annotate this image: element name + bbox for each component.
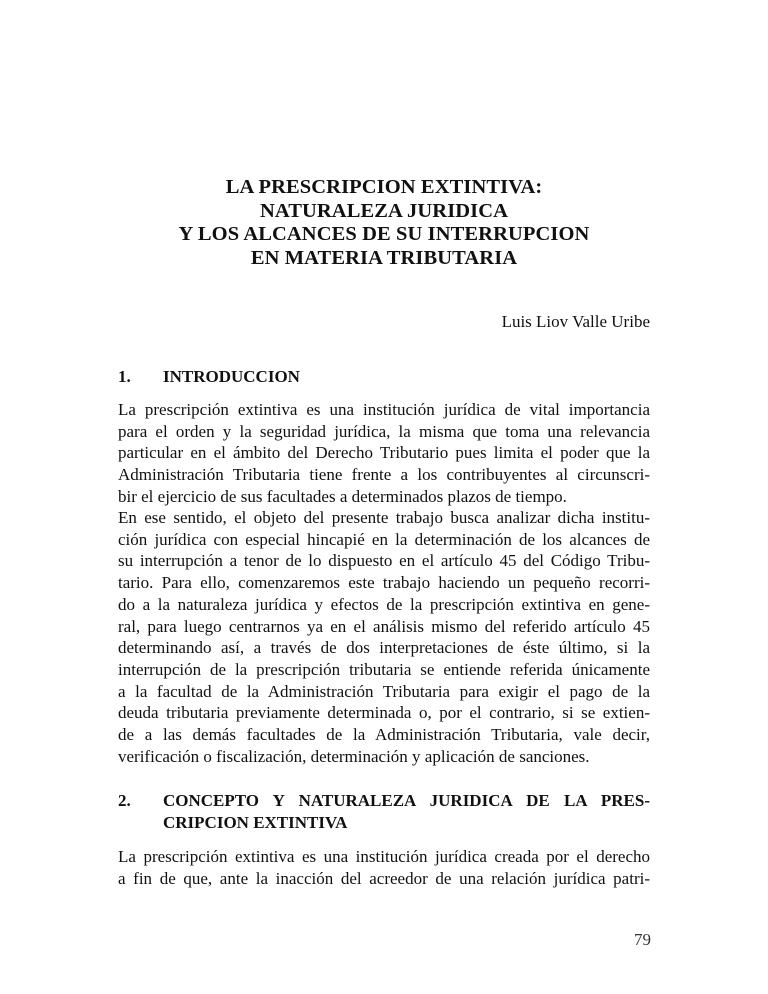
title-line: EN MATERIA TRIBUTARIA [250, 246, 518, 269]
author-name: Luis Liov Valle Uribe [501, 312, 650, 331]
title-line: Y LOS ALCANCES DE SU INTERRUPCION [178, 223, 590, 245]
paragraph-line: ción jurídica con especial hincapié en la determinación de los alcances de [118, 529, 650, 549]
page-number: 79 [634, 930, 651, 949]
title-line: LA PRESCRIPCION EXTINTIVA: [225, 176, 543, 198]
paragraph-line: su interrupción a tenor de lo dispuesto en el artículo 45 del Código Tribu- [118, 551, 650, 571]
paragraph-line: bir el ejercicio de sus facultades a determinados plazos de tiempo. [118, 486, 567, 506]
paragraph-line: para el orden y la seguridad jurídica, la misma que toma una relevancia [118, 421, 650, 441]
paragraph-line: La prescripción extintiva es una institución jurídica creada por el derecho [118, 847, 650, 866]
paragraph-line: deuda tributaria previamente determinada o, por el contrario, si se extien- [118, 703, 650, 723]
paragraph-line: Administración Tributaria tiene frente a los contribuyentes al circunscri- [118, 465, 650, 485]
paragraph-line: particular en el ámbito del Derecho Tributario pues limita el poder que la [118, 443, 650, 463]
section-heading-concepto [118, 790, 650, 833]
section-heading-introduccion [118, 366, 650, 388]
paragraph-line: En ese sentido, el objeto del presente trabajo busca analizar dicha institu- [118, 508, 650, 527]
paragraph-line: La prescripción extintiva es una institución jurídica de vital importancia [118, 400, 650, 419]
article-title [118, 176, 650, 270]
section-number: 1. [118, 367, 131, 386]
paragraph-line: tario. Para ello, comenzaremos este trabajo haciendo un pequeño recorri- [118, 573, 650, 593]
title-line: NATURALEZA JURIDICA [259, 199, 509, 222]
paragraph-line: determinando así, a través de dos interpretaciones de éste último, si la [118, 638, 650, 658]
paragraph-line: de a las demás facultades de la Administración Tributaria, vale decir, [118, 725, 650, 745]
paragraph-line: interrupción de la prescripción tributaria se entiende referida únicamente [118, 659, 650, 679]
paragraph-line: do a la naturaleza jurídica y efectos de la prescripción extintiva en gene- [118, 594, 650, 614]
paragraph-line: ral, para luego centrarnos ya en el análisis mismo del referido artículo 45 [118, 616, 650, 636]
section-title-line: CONCEPTO Y NATURALEZA JURIDICA DE LA PRES- [163, 791, 650, 810]
section-number: 2. [118, 791, 131, 810]
paragraph-line: a fin de que, ante la inacción del acreedor de una relación jurídica patri- [118, 868, 650, 888]
paragraph [118, 399, 650, 508]
section-title-line: CRIPCION EXTINTIVA [163, 812, 348, 832]
paragraph [118, 507, 650, 767]
section-title: INTRODUCCION [163, 367, 300, 386]
paragraph-line: a la facultad de la Administración Tributaria para exigir el pago de la [118, 681, 650, 701]
paragraph [118, 846, 650, 889]
paragraph-line: verificación o fiscalización, determinación y aplicación de sanciones. [118, 746, 590, 766]
